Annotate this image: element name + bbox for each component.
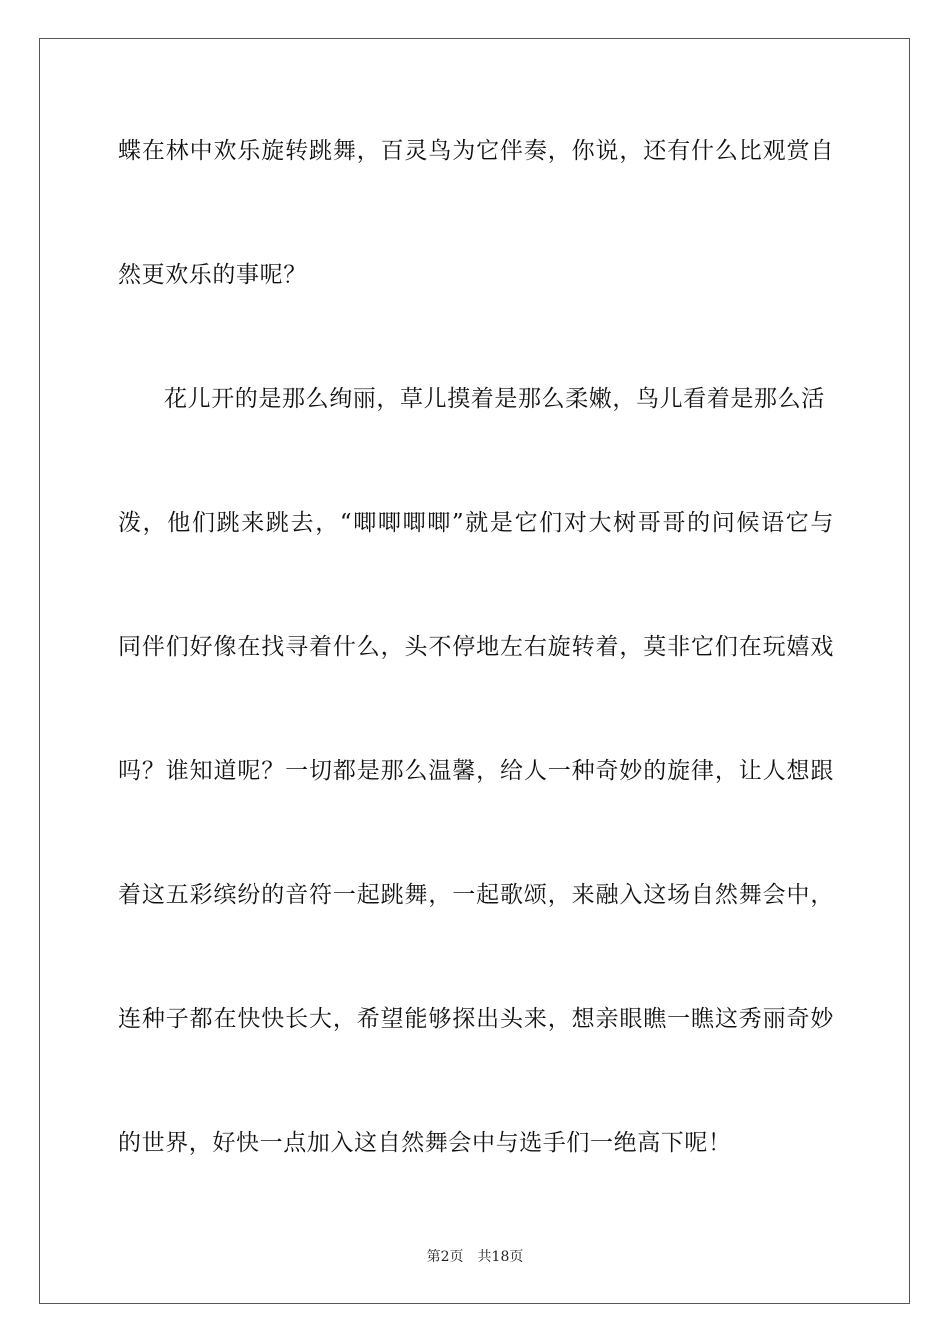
text-line: 连种子都在快快长大，希望能够探出头来，想亲眼瞧一瞧这秀丽奇妙	[118, 1006, 834, 1032]
page-footer	[0, 1248, 950, 1266]
text-line: 蝶在林中欢乐旋转跳舞，百灵鸟为它伴奏，你说，还有什么比观赏自	[118, 138, 834, 164]
text-line: 泼，他们跳来跳去，“唧唧唧唧”就是它们对大树哥哥的问候语它与	[118, 510, 834, 536]
text-line: 花儿开的是那么绚丽，草儿摸着是那么柔嫩，鸟儿看着是那么活	[164, 386, 825, 412]
text-line: 的世界，好快一点加入这自然舞会中与选手们一绝高下呢！	[118, 1130, 732, 1156]
page-total: 共18页	[477, 1249, 524, 1265]
text-line: 着这五彩缤纷的音符一起跳舞，一起歌颂，来融入这场自然舞会中，	[118, 882, 834, 908]
text-line: 然更欢乐的事呢？	[118, 262, 307, 288]
page-border	[39, 38, 910, 1304]
page-number: 第2页	[426, 1249, 464, 1265]
text-line: 吗？谁知道呢？一切都是那么温馨，给人一种奇妙的旋律，让人想跟	[118, 758, 834, 784]
text-line: 同伴们好像在找寻着什么，头不停地左右旋转着，莫非它们在玩嬉戏	[118, 634, 834, 660]
